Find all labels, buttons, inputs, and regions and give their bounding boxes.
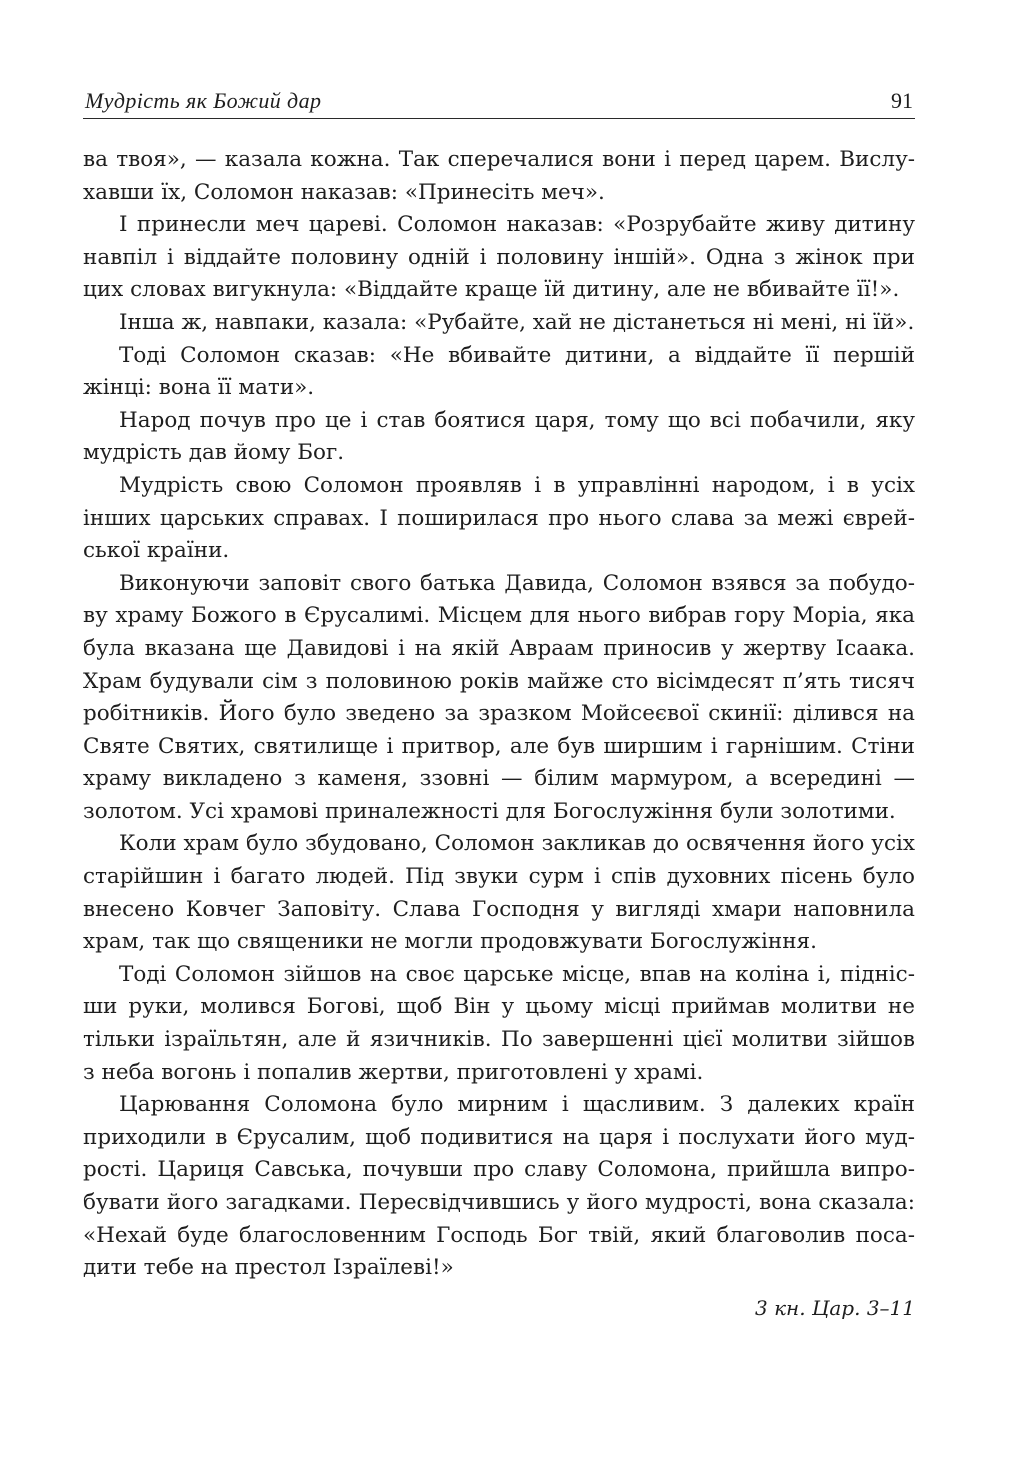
text-line: Святе Святих, святилище і притвор, але був ширшим і гарнішим. Стіни [83,733,915,759]
book-page [83,0,915,1477]
paragraph [83,405,915,470]
body-text [83,144,915,1285]
text-line: була вказана ще Давидові і на якій Авраам приносив у жертву Ісаака. [83,635,915,661]
text-line: тільки ізраїльтян, але й язичників. По завершенні цієї молитви зійшов [83,1027,915,1053]
text-line: бувати його загадками. Пересвідчившись у його мудрості, вона сказала: [83,1190,915,1215]
paragraph [83,470,915,568]
text-line: ши руки, молився Богові, щоб Він у цьому місці приймав молитви не [83,994,915,1020]
text-line: Царювання Соломона було мирним і щасливим. З далеких країн [119,1092,915,1118]
paragraph [83,828,915,958]
text-line: Мудрість свою Соломон проявляв і в управлінні народом, і в усіх [119,472,915,498]
text-line: старійшин і багато людей. Під звуки сурм і спів духовних пісень було [83,864,915,890]
text-line: І принесли меч цареві. Соломон наказав: «Розрубайте живу дитину [119,212,915,238]
running-title: Мудрість як Божий дар [85,88,322,113]
scripture-citation: 3 кн. Цар. 3–11 [755,1296,915,1320]
text-line: рості. Цариця Савська, почувши про славу Соломона, прийшла випро- [83,1157,915,1183]
text-line: Коли храм було збудовано, Соломон закликав до освячення його усіх [119,831,915,857]
paragraph [83,340,915,405]
text-line: інших царських справах. І поширилася про нього слава за межі єврей- [83,505,915,531]
text-line: Тоді Соломон зійшов на своє царське місце, впав на коліна і, підніс- [119,961,915,987]
text-line: приходили в Єрусалим, щоб подивитися на царя і послухати його муд- [83,1124,915,1150]
text-line: мудрість дав йому Бог. [83,440,345,466]
paragraph [83,568,915,829]
text-line: цих словах вигукнула: «Віддайте краще їй дитину, але не вбивайте її!». [83,277,900,303]
text-line: золотом. Усі храмові приналежності для Богослужіння були золотими. [83,798,896,824]
text-line: Інша ж, навпаки, казала: «Рубайте, хай не дістанеться ні мені, ні їй». [119,309,915,335]
paragraph [83,209,915,307]
text-line: храм, так що священики не могли продовжувати Богослужіння. [83,929,817,955]
text-line: Виконуючи заповіт свого батька Давида, Соломон взявся за побудо- [119,570,915,596]
text-line: з неба вогонь і попалив жертви, приготовлені у храмі. [83,1059,704,1085]
text-line: дити тебе на престол Ізраїлеві!» [83,1255,454,1281]
running-header [83,88,915,119]
text-line: внесено Ковчег Заповіту. Слава Господня у вигляді хмари наповнила [83,896,915,922]
paragraph [83,959,915,1089]
text-line: робітників. Його було зведено за зразком Мойсеєвої скинії: ділився на [83,701,915,727]
paragraph [83,1089,915,1285]
text-line: «Нехай буде благословенним Господь Бог твій, який благоволив поса- [83,1222,915,1248]
paragraph [83,144,915,209]
page-number: 91 [891,88,913,113]
text-line: жінці: вона її мати». [83,375,315,401]
text-line: Храм будували сім з половиною років майже сто вісімдесят п’ять тисяч [83,668,915,694]
text-line: Тоді Соломон сказав: «Не вбивайте дитини, а віддайте її першій [119,342,915,368]
text-line: ва твоя», — казала кожна. Так сперечалися вони і перед царем. Вислу- [83,147,915,172]
text-line: хавши їх, Соломон наказав: «Принесіть меч». [83,179,605,205]
text-line: Народ почув про це і став боятися царя, тому що всі побачили, яку [119,407,915,433]
text-line: храму викладено з каменя, ззовні — білим мармуром, а всередині — [83,766,915,792]
paragraph [83,307,915,340]
text-line: ву храму Божого в Єрусалимі. Місцем для нього вибрав гору Моріа, яка [83,603,915,629]
text-line: навпіл і віддайте половину одній і половину іншій». Одна з жінок при [83,244,915,270]
text-line: ської країни. [83,538,230,564]
